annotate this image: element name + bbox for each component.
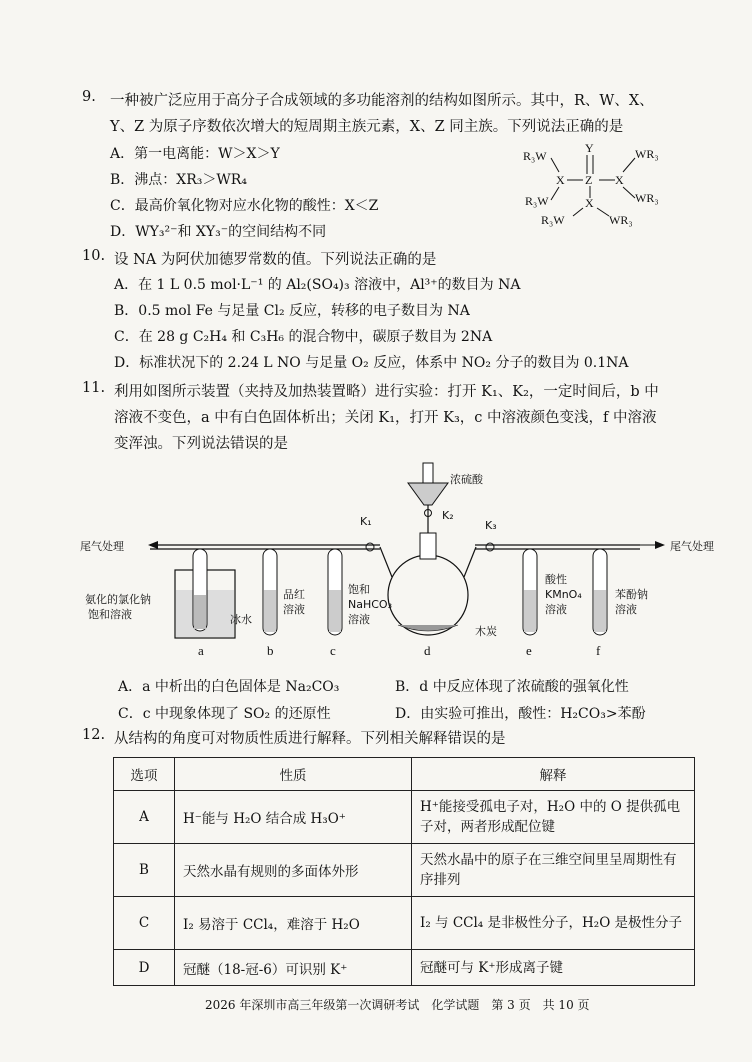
e-label-line1: 酸性 [545,573,567,586]
valve-k1 [366,543,374,551]
label-f: f [596,643,601,658]
solution-b [264,590,276,632]
valve-k3 [486,543,494,551]
flask-side-neck-left [380,547,392,577]
q10-stem: 设 NA 为阿伏加德罗常数的值。下列说法正确的是 [114,252,437,268]
solution-c [329,590,341,632]
group-wr3-mid-right: WR₃ [635,191,659,205]
table-row [114,950,695,986]
row-explanation: 天然水晶中的原子在三维空间里呈周期性有序排列 [412,844,695,897]
bond-x2-mr [623,187,635,198]
a-label-line2: 饱和溶液 [88,608,132,621]
k3-label: K₃ [485,519,497,532]
label-a: a [198,643,204,658]
q12-number: 12. [82,727,106,743]
q12-stem: 从结构的角度可对物质性质进行解释。下列相关解释错误的是 [114,731,506,747]
bond-x1-ml [551,187,559,200]
c-label-line1: 饱和 [348,583,370,596]
f-label-line2: 溶液 [615,603,637,616]
acid-label: 浓硫酸 [450,473,483,486]
row-option: C [114,897,175,950]
q11-stem-line1: 利用如图所示装置（夹持及加热装置略）进行实验：打开 K₁、K₂，一定时间后，b 中 [114,384,659,400]
q9-option-a: A．第一电离能：W＞X＞Y [110,146,280,162]
q9-structure-diagram [515,140,700,232]
solution-a [194,595,206,629]
q11-option-c: C．c 中现象体现了 SO₂ 的还原性 [118,706,331,722]
label-e: e [526,643,532,658]
q10-option-c: C．在 28 g C₂H₄ 和 C₃H₆ 的混合物中，碳原子数目为 2NA [114,329,493,345]
k1-label: K₁ [360,515,372,528]
flask-neck [420,533,436,559]
label-b: b [267,643,274,658]
q10-number: 10. [82,248,106,264]
arrow-right-icon [655,541,665,549]
row-option: B [114,844,175,897]
tail-gas-right-label: 尾气处理 [670,540,714,553]
header-property: 性质 [175,758,412,791]
label-d: d [424,643,431,658]
solution-e [524,590,536,632]
table-row [114,897,695,950]
bond-x1-tl [551,158,559,172]
q9-option-d: D．WY₃²⁻和 XY₃⁻的空间结构不同 [110,224,327,240]
bond-x3-bl [573,208,583,216]
row-property: H⁻能与 H₂O 结合成 H₃O⁺ [175,791,412,844]
dropping-funnel [408,483,448,505]
q11-number: 11. [82,380,106,396]
c-label-line3: 溶液 [348,613,370,626]
atom-y: Y [585,141,594,155]
row-explanation: 冠醚可与 K⁺形成离子键 [412,950,695,986]
q12-table [113,757,695,986]
q11-apparatus-diagram [80,455,720,665]
e-label-line2: KMnO₄ [545,588,582,601]
page-footer: 2026 年深圳市高三年级第一次调研考试 化学试题 第 3 页 共 10 页 [205,998,590,1012]
row-option: D [114,950,175,986]
row-property: 冠醚（18-冠-6）可识别 K⁺ [175,950,412,986]
q11-stem-line2: 溶液不变色，a 中有白色固体析出；关闭 K₁，打开 K₃，c 中溶液颜色变浅，f 中溶液 [114,410,657,426]
q9-stem-line2: Y、Z 为原子序数依次增大的短周期主族元素，X、Z 同主族。下列说法正确的是 [110,119,624,135]
funnel-stopper [423,463,433,483]
atom-x-bottom: X [585,196,594,210]
k2-label: K₂ [442,509,454,522]
e-label-line3: 溶液 [545,603,567,616]
f-label-line1: 苯酚钠 [615,588,648,601]
flask-d [388,555,468,635]
group-r3w-mid-left: R₃W [525,194,549,208]
table-header-row [114,758,695,791]
table-row [114,791,695,844]
q10-option-d: D．标准状况下的 2.24 L NO 与足量 O₂ 反应，体系中 NO₂ 分子的数目为 0.1NA [114,355,629,371]
q11-option-a: A．a 中析出的白色固体是 Na₂CO₃ [118,679,340,695]
row-explanation: I₂ 与 CCl₄ 是非极性分子，H₂O 是极性分子 [412,897,695,950]
q9-number: 9. [82,89,96,105]
q9-option-b: B．沸点：XR₃＞WR₄ [110,172,247,188]
q10-option-a: A．在 1 L 0.5 mol·L⁻¹ 的 Al₂(SO₄)₃ 溶液中，Al³⁺的数目为 NA [114,277,521,293]
q10-option-b: B．0.5 mol Fe 与足量 Cl₂ 反应，转移的电子数目为 NA [114,303,470,319]
q9-option-c: C．最高价氧化物对应水化物的酸性：X＜Z [110,198,379,214]
atom-x-left: X [556,173,565,187]
label-c: c [330,643,336,658]
c-label-line2: NaHCO₃ [348,598,392,611]
a-label-line1: 氨化的氯化钠 [85,593,151,606]
header-option: 选项 [114,758,175,791]
header-explanation: 解释 [412,758,695,791]
solution-f [594,590,606,632]
ice-water-label: 冰水 [230,613,252,626]
group-wr3-bottom-right: WR₃ [609,213,633,227]
row-property: I₂ 易溶于 CCl₄，难溶于 H₂O [175,897,412,950]
table-row [114,844,695,897]
bond-x3-br [597,208,609,216]
row-option: A [114,791,175,844]
b-label-line2: 溶液 [283,603,305,616]
charcoal-pile [398,625,458,631]
tail-gas-left-label: 尾气处理 [80,540,124,553]
atom-z: Z [585,173,593,187]
q11-option-b: B．d 中反应体现了浓硫酸的强氧化性 [395,679,629,695]
q11-stem-line3: 变浑浊。下列说法错误的是 [114,436,288,452]
group-wr3-top-right: WR₃ [635,147,659,161]
q11-option-d: D．由实验可推出，酸性：H₂CO₃>苯酚 [395,706,646,722]
bond-x2-tr [623,158,635,172]
q9-stem-line1: 一种被广泛应用于高分子合成领域的多功能溶剂的结构如图所示。其中，R、W、X、 [110,93,654,109]
atom-x-right: X [615,173,624,187]
group-r3w-top-left: R₃W [523,149,547,163]
arrow-left-icon [148,541,158,549]
flask-side-neck-right [464,547,476,577]
charcoal-label: 木炭 [475,625,497,638]
row-property: 天然水晶有规则的多面体外形 [175,844,412,897]
b-label-line1: 品红 [283,588,305,601]
row-explanation: H⁺能接受孤电子对，H₂O 中的 O 提供孤电子对，两者形成配位键 [412,791,695,844]
group-r3w-bottom-left: R₃W [541,213,565,227]
